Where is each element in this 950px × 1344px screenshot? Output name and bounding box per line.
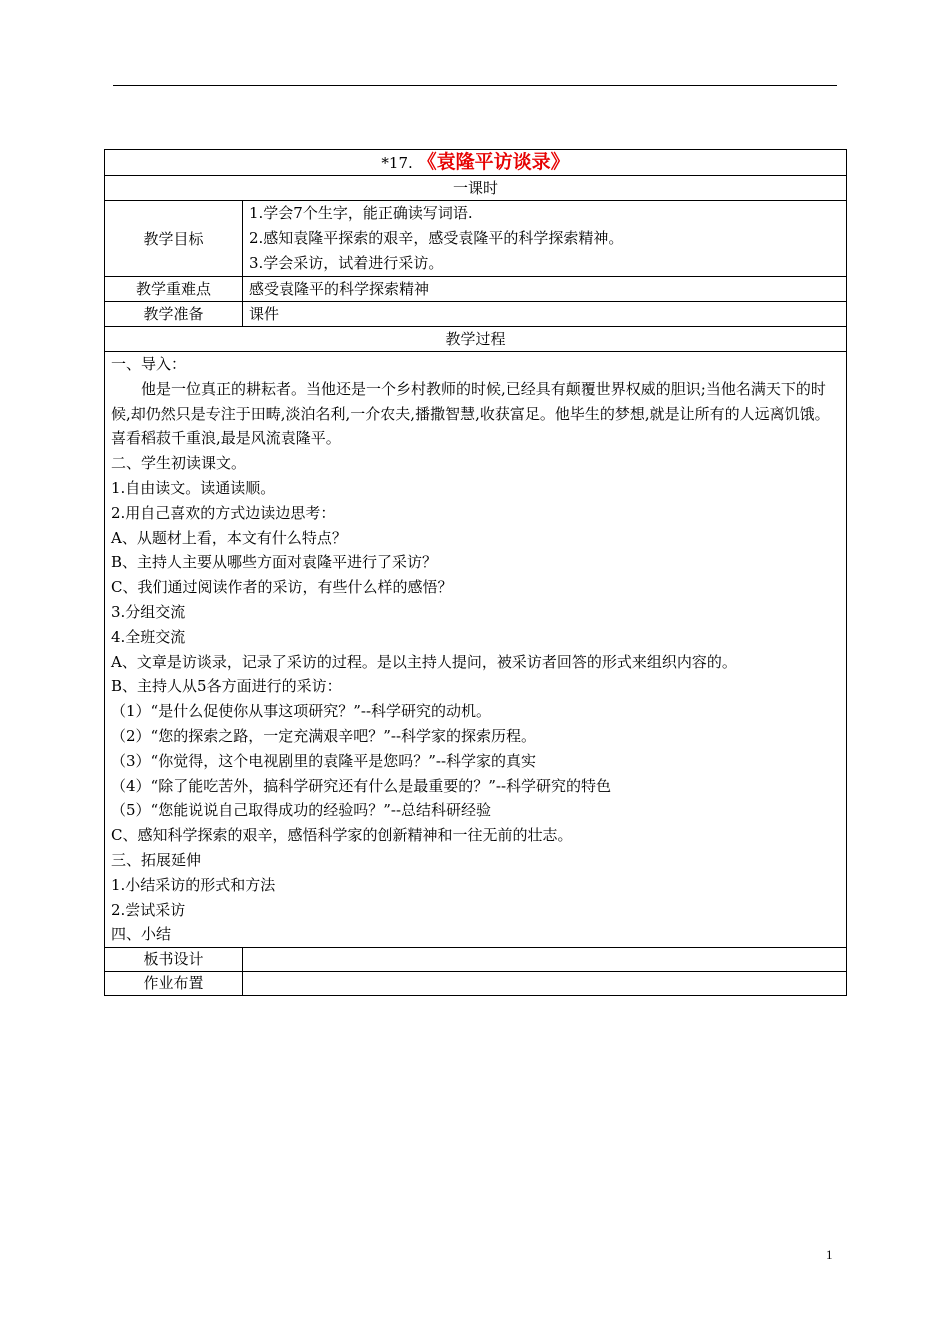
process-line: 1.小结采访的形式和方法 (111, 875, 276, 894)
title-row (105, 150, 847, 176)
section-heading: 三、拓展延伸 (111, 850, 202, 869)
homework-row (105, 972, 847, 996)
key-points-row (105, 277, 847, 302)
homework-value (243, 972, 847, 996)
header-rule (113, 85, 837, 86)
lesson-number: *17. (381, 154, 413, 172)
process-line: B、主持人主要从哪些方面对袁隆平进行了采访？ (111, 553, 438, 572)
section-heading: 二、学生初读课文。 (111, 454, 247, 473)
process-row (105, 352, 847, 948)
intro-paragraph: 他是一位真正的耕耘者。当他还是一个乡村教师的时候,已经具有颠覆世界权威的胆识;当他名满天下的时候,却仍然只是专注于田畴,淡泊名利,一介农夫,播撒智慧,收获富足。他毕生的梦想,就是让所有的人远离饥饿。喜看稻菽千重浪,最是风流袁隆平。 (111, 379, 830, 448)
preparation-label: 教学准备 (105, 302, 243, 327)
objectives-label: 教学目标 (105, 201, 243, 277)
key-points-value: 感受袁隆平的科学探索精神 (243, 277, 847, 302)
process-line: B、主持人从5各方面进行的采访： (111, 677, 342, 696)
preparation-row (105, 302, 847, 327)
process-line: A、从题材上看，本文有什么特点？ (111, 528, 347, 547)
interview-question: （2）“您的探索之路，一定充满艰辛吧？”--科学家的探索历程。 (111, 726, 537, 745)
page-number: 1 (826, 1247, 833, 1262)
interview-question: （4）“除了能吃苦外，搞科学研究还有什么是最重要的？”--科学研究的特色 (111, 776, 612, 795)
lesson-title-text: 《袁隆平访谈录》 (417, 151, 570, 173)
process-content (105, 352, 847, 948)
process-label: 教学过程 (105, 327, 847, 352)
board-design-label: 板书设计 (105, 948, 243, 972)
section-heading: 四、小结 (111, 925, 172, 944)
lesson-title (105, 150, 847, 176)
lesson-plan-table (104, 149, 847, 996)
process-line: 4.全班交流 (111, 627, 186, 646)
process-line: 3.分组交流 (111, 602, 186, 621)
objective-item: 3.学会采访，试着进行采访。 (249, 254, 444, 272)
process-line: C、我们通过阅读作者的采访，有些什么样的感悟？ (111, 578, 453, 597)
process-line: 2.用自己喜欢的方式边读边思考： (111, 503, 336, 522)
key-points-label: 教学重难点 (105, 277, 243, 302)
session-row (105, 176, 847, 201)
process-line: 1.自由读文。读通读顺。 (111, 478, 276, 497)
objectives-content (243, 201, 847, 277)
board-design-value (243, 948, 847, 972)
preparation-value: 课件 (243, 302, 847, 327)
board-design-row (105, 948, 847, 972)
homework-label: 作业布置 (105, 972, 243, 996)
section-heading: 一、导入： (111, 355, 187, 373)
interview-question: （5）“您能说说自己取得成功的经验吗？”--总结科研经验 (111, 801, 492, 820)
objective-item: 2.感知袁隆平探索的艰辛，感受袁隆平的科学探索精神。 (249, 229, 624, 247)
interview-question: （3）“你觉得，这个电视剧里的袁隆平是您吗？”--科学家的真实 (111, 751, 537, 770)
objectives-row (105, 201, 847, 277)
process-line: 2.尝试采访 (111, 900, 186, 919)
process-line: C、感知科学探索的艰辛，感悟科学家的创新精神和一往无前的壮志。 (111, 826, 573, 845)
interview-question: （1）“是什么促使你从事这项研究？”--科学研究的动机。 (111, 702, 492, 721)
process-line: A、文章是访谈录，记录了采访的过程。是以主持人提问，被采访者回答的形式来组织内容的。 (111, 652, 737, 671)
session-label: 一课时 (105, 176, 847, 201)
objective-item: 1.学会7个生字，能正确读写词语. (249, 204, 473, 222)
process-header-row (105, 327, 847, 352)
